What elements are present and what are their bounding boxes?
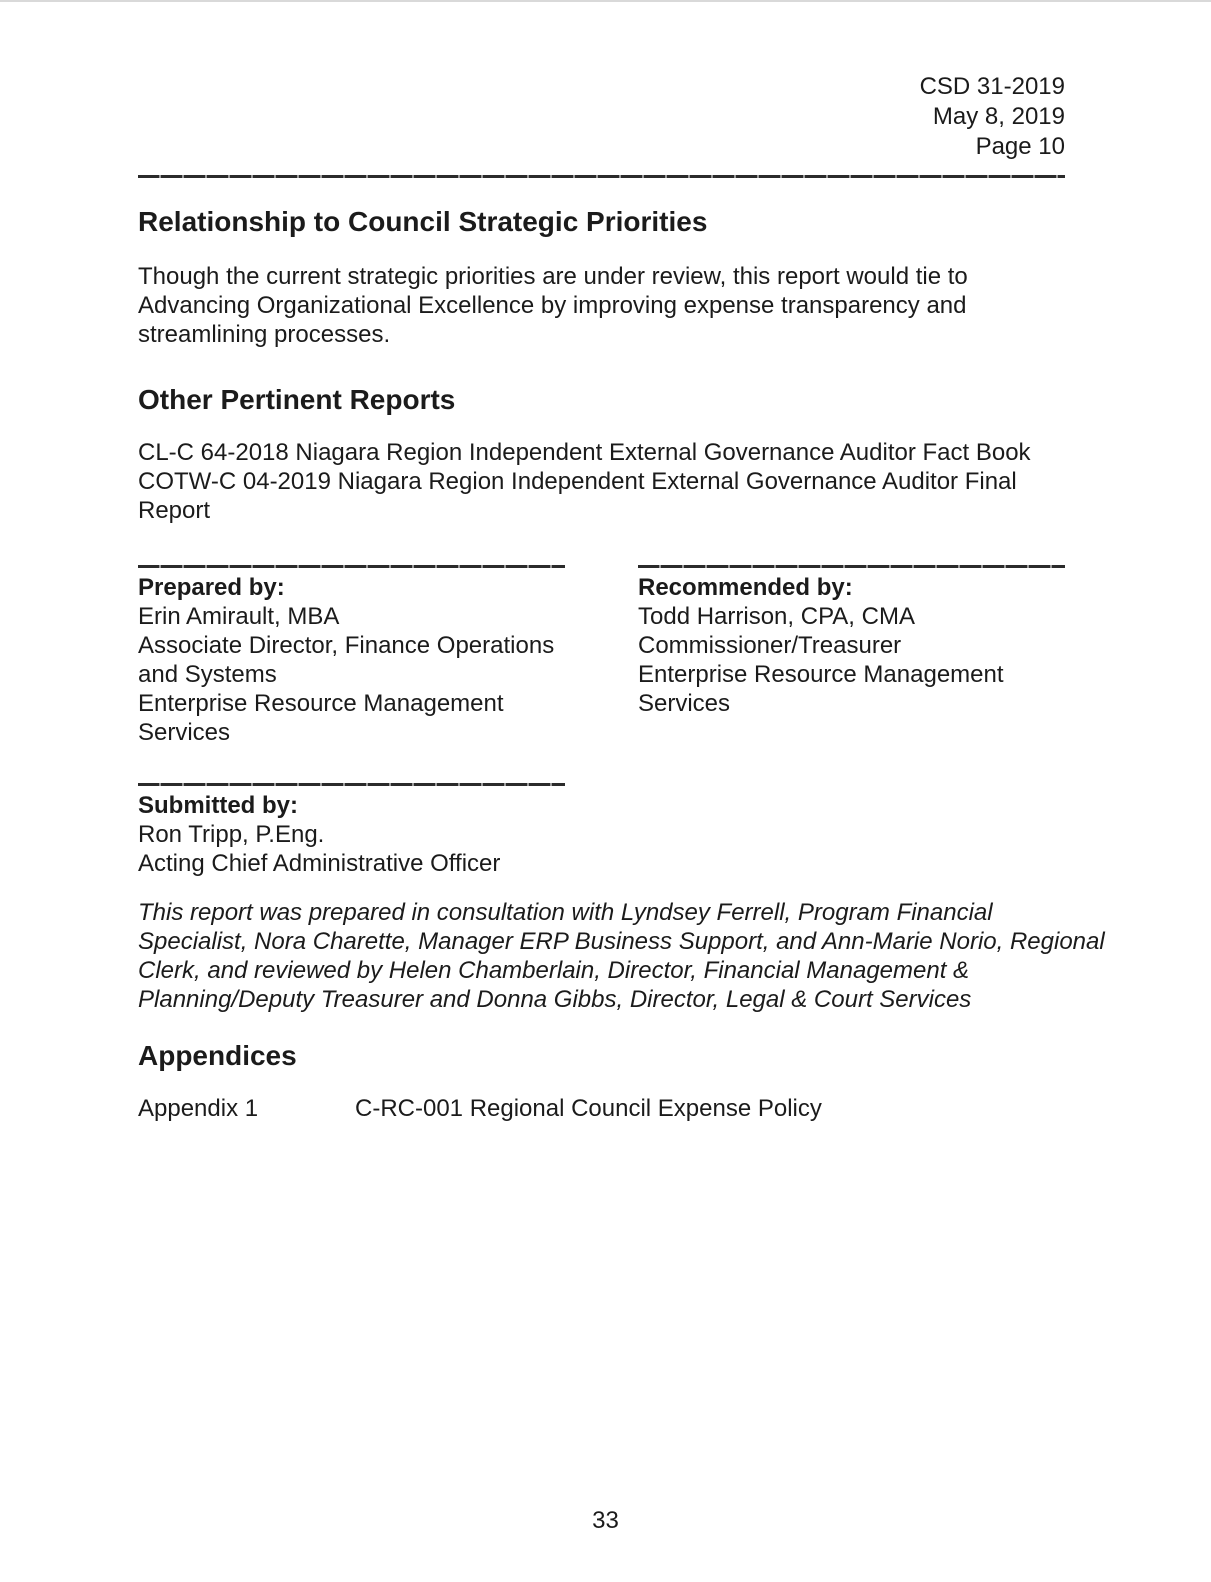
appendix-row [138,1094,1065,1123]
signature-name: Erin Amirault, MBA [138,603,340,630]
signature-block-submitted [138,783,565,878]
report-reference: COTW-C 04-2019 Niagara Region Independent External Governance Auditor Final Report [138,468,1017,524]
appendices-heading: Appendices [138,1040,297,1071]
signature-role-label: Recommended by: [638,574,853,601]
signature-block-recommended [638,565,1065,747]
report-date: May 8, 2019 [932,103,1065,130]
signature-name: Todd Harrison, CPA, CMA [638,603,915,630]
document-header [138,72,1065,162]
signature-title: Associate Director, Finance Operations and Systems [138,632,555,688]
signature-block-prepared [138,565,565,747]
header-page-label: Page 10 [975,133,1065,160]
pertinent-reports-list [138,438,1065,525]
signature-row [138,565,1065,747]
report-reference: CL-C 64-2018 Niagara Region Independent External Governance Auditor Fact Book [138,439,1031,466]
header-divider-line [138,175,1065,178]
signature-line [138,565,565,568]
signature-department: Enterprise Resource Management Services [138,690,504,746]
signature-title: Commissioner/Treasurer [638,632,902,659]
consultation-note: This report was prepared in consultation with Lyndsey Ferrell, Program Financial Specialist, Nora Charette, Manager ERP Business Support, and Ann-Marie Norio, Regional Clerk, and reviewed by Helen Chamberlain, Director, Financial Management & Planning/Deputy Treasurer and Donna Gibbs, Director, Legal & Court Services [138,899,1105,1013]
signature-department: Enterprise Resource Management Services [638,661,1004,717]
section-heading-pertinent-reports: Other Pertinent Reports [138,384,456,415]
signature-name: Ron Tripp, P.Eng. [138,821,325,848]
signature-line [138,783,565,786]
signature-title: Acting Chief Administrative Officer [138,850,501,877]
strategic-priorities-paragraph: Though the current strategic priorities are under review, this report would tie to Advancing Organizational Excellence by improving expense transparency and streamlining processes. [138,263,968,348]
signature-role-label: Prepared by: [138,574,285,601]
appendix-title: C-RC-001 Regional Council Expense Policy [355,1095,822,1122]
appendix-label: Appendix 1 [138,1095,259,1122]
footer-page-number: 33 [592,1507,619,1534]
signature-role-label: Submitted by: [138,792,298,819]
section-heading-strategic-priorities: Relationship to Council Strategic Priorities [138,206,708,237]
report-number: CSD 31-2019 [919,73,1065,100]
signature-line [638,565,1065,568]
